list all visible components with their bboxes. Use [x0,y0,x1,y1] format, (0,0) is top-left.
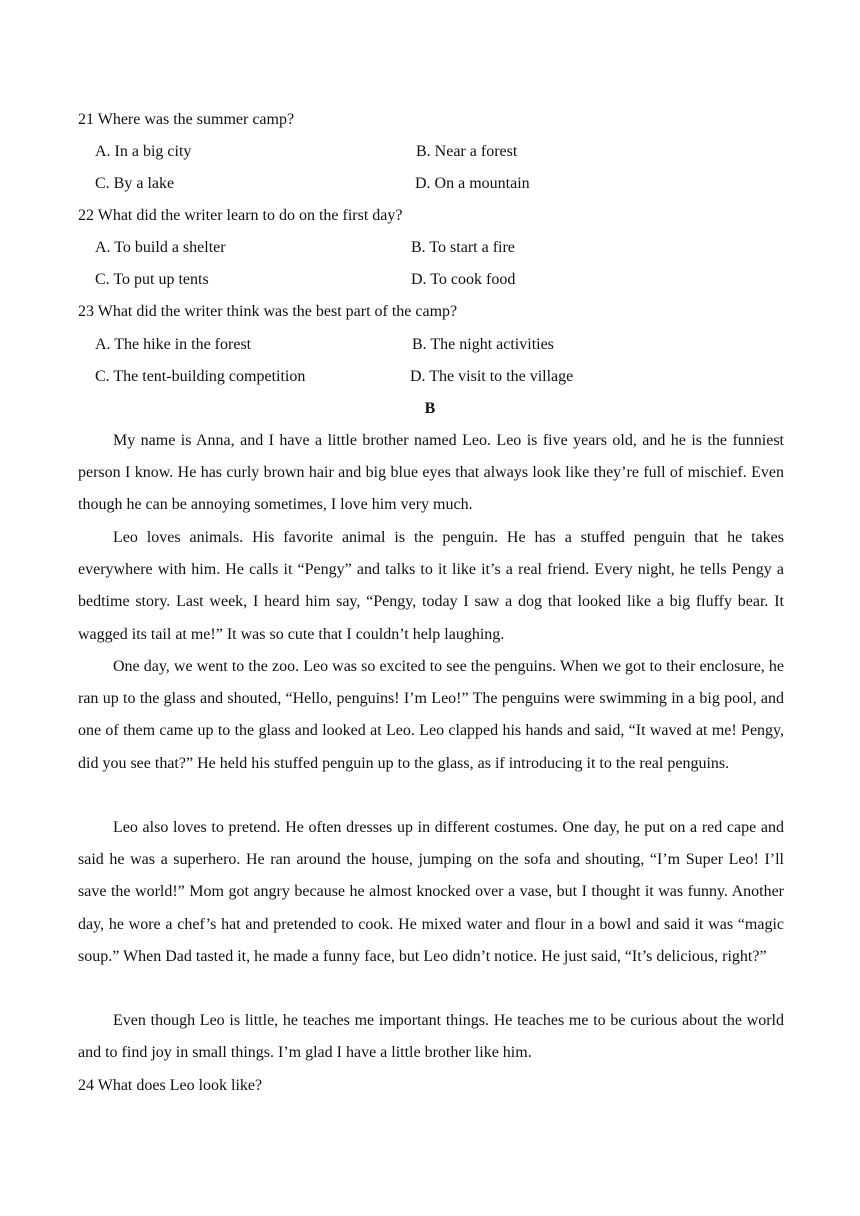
question-21-stem: 21 Where was the summer camp? [78,111,295,128]
question-23-option-d: D. The visit to the village [410,368,574,385]
question-23-option-c: C. The tent-building competition [95,368,306,385]
question-21-option-b: B. Near a forest [416,143,518,160]
question-22-option-b: B. To start a fire [411,239,515,256]
question-21-option-c: C. By a lake [95,175,175,192]
passage-paragraph-4: Leo also loves to pretend. He often dresses up in different costumes. One day, he put on a red cape and said he was a superhero. He ran around the house, jumping on the sofa and shouting, “I’m Super Leo! I’ll save the world!” Mom got angry because he almost knocked over a vase, but I thought it was funny. Another day, he wore a chef’s hat and pretended to cook. He mixed water and flour in a bowl and said it was “magic soup.” When Dad tasted it, he made a funny face, but Leo didn’t notice. He just said, “It’s delicious, right?” [78,819,784,965]
section-b-title: B [424,400,436,417]
question-24-stem: 24 What does Leo look like? [78,1077,263,1094]
passage-paragraph-1: My name is Anna, and I have a little brother named Leo. Leo is five years old, and he is the funniest person I know. He has curly brown hair and big blue eyes that always look like they’re full of mischief. Even though he can be annoying sometimes, I love him very much. [78,432,784,514]
question-23-stem: 23 What did the writer think was the best part of the camp? [78,303,458,320]
question-22-option-a: A. To build a shelter [95,239,226,256]
question-23-option-b: B. The night activities [412,336,554,353]
question-23-option-a: A. The hike in the forest [95,336,252,353]
question-21-option-d: D. On a mountain [415,175,530,192]
question-22-stem: 22 What did the writer learn to do on the first day? [78,207,403,224]
question-22-option-d: D. To cook food [411,271,516,288]
passage-paragraph-5: Even though Leo is little, he teaches me important things. He teaches me to be curious about the world and to find joy in small things. I’m glad I have a little brother like him. [78,1012,784,1062]
question-22-option-c: C. To put up tents [95,271,209,288]
passage-paragraph-2: Leo loves animals. His favorite animal is the penguin. He has a stuffed penguin that he takes everywhere with him. He calls it “Pengy” and talks to it like it’s a real friend. Every night, he tells Pengy a bedtime story. Last week, I heard him say, “Pengy, today I saw a dog that looked like a big fluffy bear. It wagged its tail at me!” It was so cute that I couldn’t help laughing. [78,529,784,643]
question-21-option-a: A. In a big city [95,143,192,160]
passage-paragraph-3: One day, we went to the zoo. Leo was so excited to see the penguins. When we got to their enclosure, he ran up to the glass and shouted, “Hello, penguins! I’m Leo!” The penguins were swimming in a big pool, and one of them came up to the glass and looked at Leo. Leo clapped his hands and said, “It waved at me! Pengy, did you see that?” He held his stuffed penguin up to the glass, as if introducing it to the real penguins. [78,658,784,772]
